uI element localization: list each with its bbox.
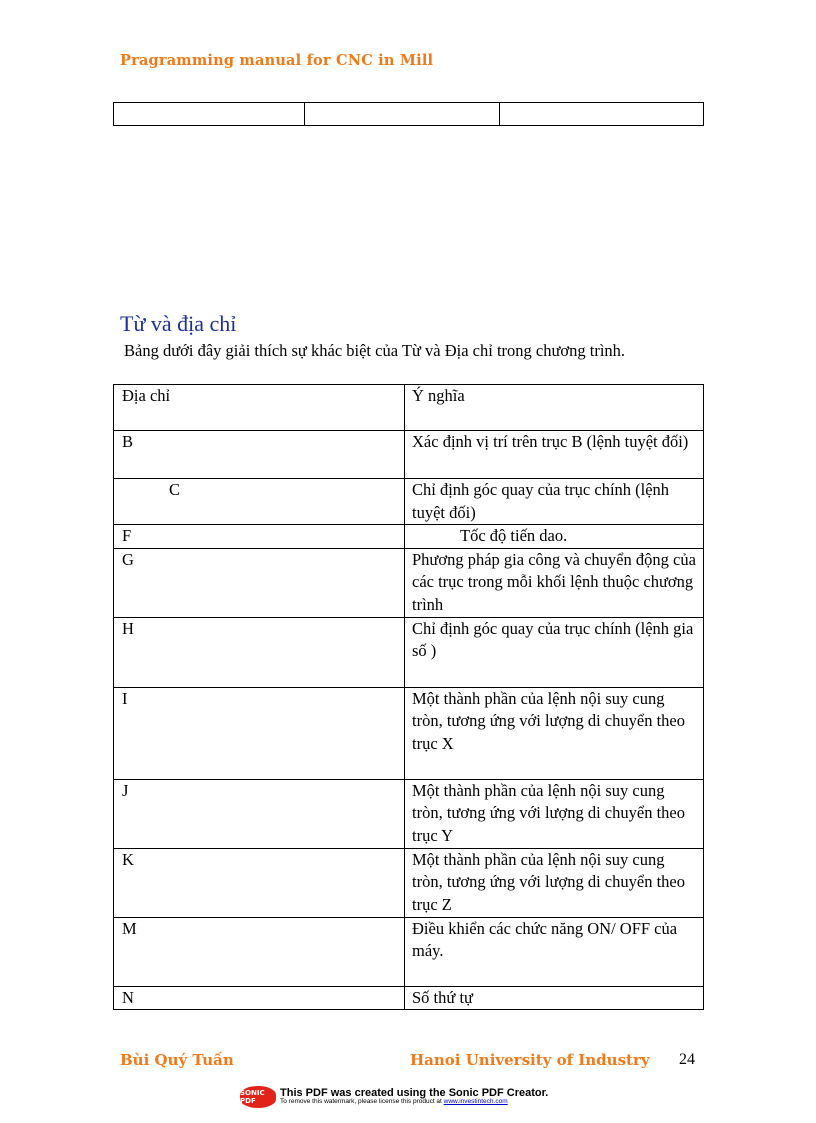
watermark-line1: This PDF was created using the Sonic PDF Creator. (280, 1087, 549, 1100)
section-heading: Từ và địa chỉ (120, 311, 237, 336)
section-intro: Bảng dưới đây giải thích sự khác biệt của Từ và Địa chỉ trong chương trình. (124, 341, 626, 360)
row-key: F (114, 525, 405, 549)
row-value: Một thành phần của lệnh nội suy cung tròn, tương ứng với lượng di chuyển theo trục X (405, 687, 704, 779)
empty-table-fragment (113, 102, 704, 126)
table-row (114, 986, 704, 1010)
row-key: B (114, 431, 405, 479)
column-header-address: Địa chỉ (114, 385, 405, 431)
row-key: G (114, 548, 405, 617)
empty-cell (114, 103, 305, 125)
row-value: Một thành phần của lệnh nội suy cung tròn, tương ứng với lượng di chuyển theo trục Z (405, 848, 704, 917)
row-value: Chỉ định góc quay của trục chính (lệnh tuyệt đối) (405, 479, 704, 525)
row-value: Chỉ định góc quay của trục chính (lệnh gia số ) (405, 617, 704, 687)
watermark-link[interactable]: www.investintech.com (443, 1098, 508, 1106)
running-header: Pragramming manual for CNC in Mill (120, 52, 434, 69)
row-value: Số thứ tự (405, 986, 704, 1010)
row-value: Xác định vị trí trên trục B (lệnh tuyệt đối) (405, 431, 704, 479)
table-row (114, 617, 704, 687)
table-row (114, 548, 704, 617)
footer-institution: Hanoi University of Industry (410, 1051, 650, 1069)
empty-cell (305, 103, 500, 125)
sonic-pdf-logo-icon: SONIC PDF (240, 1086, 276, 1108)
table-row (114, 779, 704, 848)
row-value: Phương pháp gia công và chuyển động của các trục trong mỗi khối lệnh thuộc chương trình (405, 548, 704, 617)
row-key: N (114, 986, 405, 1010)
footer-author: Bùi Quý Tuấn (120, 1051, 234, 1069)
row-key: K (114, 848, 405, 917)
row-key: M (114, 917, 405, 986)
row-value: Một thành phần của lệnh nội suy cung tròn, tương ứng với lượng di chuyển theo trục Y (405, 779, 704, 848)
address-table (113, 384, 704, 1010)
row-key: C (114, 479, 405, 525)
row-key: J (114, 779, 405, 848)
table-row (114, 431, 704, 479)
watermark-text (280, 1088, 548, 1106)
table-row (114, 917, 704, 986)
page-number: 24 (679, 1051, 695, 1068)
watermark-line2 (280, 1099, 548, 1106)
row-key: H (114, 617, 405, 687)
table-row (114, 848, 704, 917)
column-header-meaning: Ý nghĩa (405, 385, 704, 431)
row-value: Điều khiển các chức năng ON/ OFF của máy. (405, 917, 704, 986)
table-row (114, 479, 704, 525)
table-row (114, 525, 704, 549)
row-key: I (114, 687, 405, 779)
watermark-notice: To remove this watermark, please license this product at (280, 1098, 442, 1106)
table-row (114, 687, 704, 779)
table-header-row (114, 385, 704, 431)
row-value: Tốc độ tiến dao. (405, 525, 704, 549)
watermark (240, 1086, 548, 1108)
empty-cell (500, 103, 703, 125)
